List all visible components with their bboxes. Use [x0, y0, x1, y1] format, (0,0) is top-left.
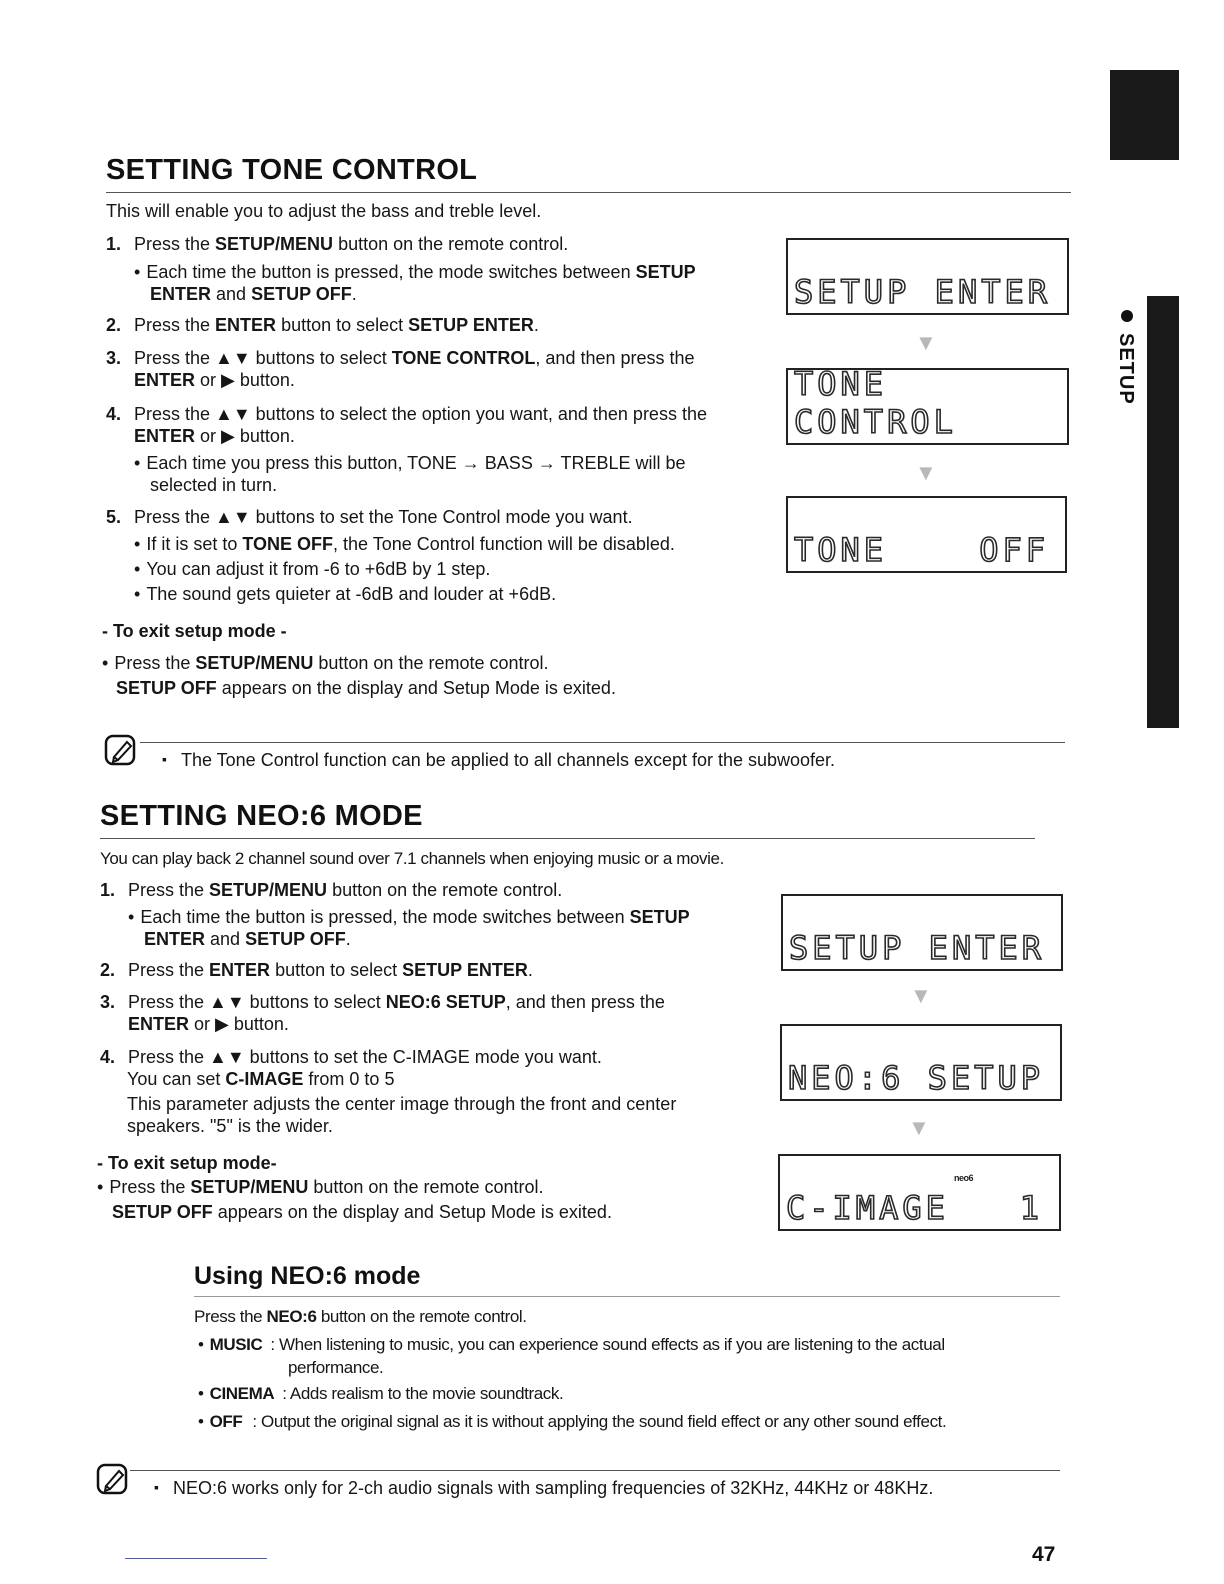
neo-step-1: 1. Press the SETUP/MENU button on the remote control. [100, 880, 563, 900]
tone-display-setup-enter: SETUP ENTER [786, 238, 1069, 315]
side-tab-label: SETUP [1115, 333, 1137, 405]
tone-step-5: 5. Press the ▲▼ buttons to set the Tone Control mode you want. [106, 507, 633, 527]
tone-step-1-bullet: • Each time the button is pressed, the mode switches between SETUP ENTER and SETUP OFF. [134, 261, 696, 305]
neo-title-rule [100, 838, 1035, 839]
neo-step-1-bullet: • Each time the button is pressed, the mode switches between SETUP ENTER and SETUP OFF. [128, 906, 690, 950]
tone-step-2: 2. Press the ENTER button to select SETUP ENTER. [106, 315, 539, 335]
using-neo-title: Using NEO:6 mode [194, 1262, 421, 1290]
tone-note-text: ▪ The Tone Control function can be applied to all channels except for the subwoofer. [162, 749, 835, 772]
tone-step-4-bullet: • Each time you press this button, TONE → BASS → TREBLE will be selected in turn. [134, 452, 686, 496]
page-number: 47 [1032, 1543, 1056, 1566]
down-arrow-icon: ▼ [910, 983, 932, 1008]
using-title-rule [194, 1296, 1060, 1297]
neo-intro: You can play back 2 channel sound over 7.1 channels when enjoying music or a movie. [100, 849, 724, 868]
tone-step-4: 4. Press the ▲▼ buttons to select the option you want, and then press the ENTER or ▶ button. [106, 404, 707, 446]
using-note-rule [130, 1470, 1060, 1471]
neo-display-neo6-setup: NEO:6 SETUP [780, 1024, 1062, 1101]
side-bullet-icon [1121, 310, 1133, 322]
side-tab-top [1110, 70, 1179, 160]
neo-step-3: 3. Press the ▲▼ buttons to select NEO:6 SETUP, and then press the ENTER or ▶ button. [100, 992, 665, 1034]
neo6-indicator: neo6 [953, 1173, 973, 1183]
neo-display-c-image: neo6 C-IMAGE 1 [778, 1154, 1061, 1231]
neo-exit-title: - To exit setup mode- [97, 1153, 277, 1173]
using-item-off: • OFF : Output the original signal as it is without applying the sound field effect or any other sound effect. [198, 1411, 946, 1432]
using-item-music: • MUSIC : When listening to music, you can experience sound effects as if you are listening to the actual performance. [198, 1334, 945, 1378]
footer-line [125, 1558, 267, 1559]
using-item-cinema: • CINEMA : Adds realism to the movie soundtrack. [198, 1383, 563, 1404]
tone-exit-title: - To exit setup mode - [102, 621, 287, 641]
tone-title-rule [106, 192, 1071, 193]
tone-display-tone-off: TONE OFF [786, 496, 1067, 573]
tone-section-title: SETTING TONE CONTROL [106, 154, 478, 186]
down-arrow-icon: ▼ [915, 330, 937, 355]
using-note-text: ▪ NEO:6 works only for 2-ch audio signals with sampling frequencies of 32KHz, 44KHz or 48KHz. [154, 1477, 933, 1500]
neo-display-setup-enter: SETUP ENTER [781, 894, 1063, 971]
side-tab-setup [1147, 296, 1179, 728]
down-arrow-icon: ▼ [915, 460, 937, 485]
tone-display-tone-control: TONE CONTROL [786, 368, 1069, 445]
using-intro: Press the NEO:6 button on the remote control. [194, 1307, 527, 1326]
note-icon [96, 1462, 130, 1496]
neo-step-4: 4. Press the ▲▼ buttons to set the C-IMAGE mode you want. You can set C-IMAGE from 0 to 5 This parameter adjusts the center image through the front and center speakers. "5" is the wider. [100, 1047, 677, 1136]
neo-section-title: SETTING NEO:6 MODE [100, 800, 423, 832]
tone-intro: This will enable you to adjust the bass and treble level. [106, 201, 542, 221]
neo-exit-text: • Press the SETUP/MENU button on the remote control. SETUP OFF appears on the display and Setup Mode is exited. [97, 1176, 612, 1223]
tone-exit-text: • Press the SETUP/MENU button on the remote control. SETUP OFF appears on the display and Setup Mode is exited. [102, 652, 616, 699]
down-arrow-icon: ▼ [908, 1115, 930, 1140]
tone-note-rule [140, 742, 1065, 743]
neo-step-2: 2. Press the ENTER button to select SETUP ENTER. [100, 960, 533, 980]
note-icon [104, 733, 138, 767]
tone-step-1: 1. Press the SETUP/MENU button on the remote control. [106, 234, 569, 254]
tone-step-3: 3. Press the ▲▼ buttons to select TONE CONTROL, and then press the ENTER or ▶ button. [106, 348, 695, 390]
tone-step-5-bullets: • If it is set to TONE OFF, the Tone Control function will be disabled. • You can adjust it from -6 to +6dB by 1 step. • The sound gets quieter at -6dB and louder at +6dB. [134, 533, 675, 605]
